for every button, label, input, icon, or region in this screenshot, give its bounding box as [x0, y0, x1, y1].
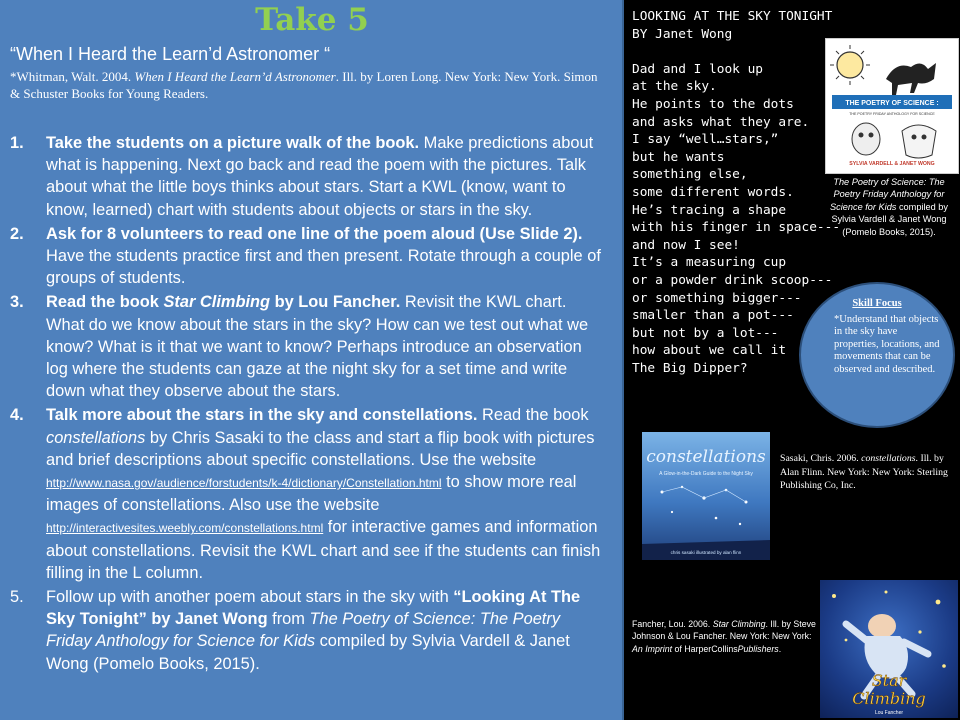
step-heading: Take the students on a picture walk of the book. — [46, 134, 420, 152]
star-climbing-cover-art — [820, 580, 958, 718]
step-text: Make predictions about what is happening. Next go back and read the poem with the pictures. Talk about what the little boys thinks about stars. Start a KWL (know, want to know, learned) chart with students about objects or stars in the sky. — [46, 134, 594, 219]
step-text: Read the book — [477, 406, 589, 425]
skill-focus-badge — [799, 282, 955, 428]
step-number: 5. — [10, 588, 24, 607]
poetry-cover-tagline: THE POETRY FRIDAY ANTHOLOGY FOR SCIENCE — [849, 112, 935, 116]
star-cover-title-2: Climbing — [852, 689, 926, 708]
caption-text: . Ill. by Steve Johnson & Lou Fancher. New York: New York: — [632, 619, 816, 642]
resources-panel — [626, 0, 960, 720]
step-heading: Read the book — [46, 293, 164, 312]
star-cover-author: Lou Fancher — [874, 710, 904, 716]
poem-line: I say “well…stars,” — [632, 132, 779, 148]
poem-line: Dad and I look up — [632, 61, 763, 77]
citation-book-title: When I Heard the Learn’d Astronomer — [134, 69, 336, 84]
poem-line: and now I see! — [632, 237, 740, 253]
caption-book-title: constellations — [861, 453, 916, 464]
caption-book-title: Star Climbing — [712, 619, 766, 629]
poem-line: or a powder drink scoop--- — [632, 272, 833, 288]
poem-line: how about we call it — [632, 343, 787, 359]
step-book-title: constellations — [46, 428, 146, 447]
poem-line: with his finger in space--- — [632, 220, 841, 236]
star-climbing-caption — [632, 618, 822, 655]
caption-text: Fancher, Lou. 2006. — [632, 619, 713, 629]
poem-line: smaller than a pot--- — [632, 308, 794, 324]
poem-line: It’s a measuring cup — [632, 255, 787, 271]
interactive-sites-link[interactable]: http://interactivesites.weebly.com/constellations.html — [46, 521, 324, 536]
step-item — [10, 223, 608, 290]
step-text: to show more real images of constellations. Also use the website — [46, 473, 577, 515]
poem-heading: LOOKING AT THE SKY TONIGHT — [632, 9, 833, 24]
step-item — [10, 132, 608, 221]
step-number: 1. — [10, 134, 24, 152]
poetry-cover-title: THE POETRY OF SCIENCE : — [845, 100, 939, 107]
constellations-cover-art — [642, 432, 770, 560]
poem-line: He points to the dots — [632, 96, 794, 112]
step-number: 3. — [10, 293, 24, 312]
step-number: 4. — [10, 406, 24, 425]
page-title: Take 5 — [255, 2, 369, 38]
caption-text: Sasaki, Chris. 2006. — [780, 453, 862, 464]
poem-line: He’s tracing a shape — [632, 202, 787, 218]
caption-text: of HarperCollins — [672, 643, 738, 654]
poem-line: but he wants — [632, 149, 725, 165]
step-book-title: Star Climbing — [163, 293, 271, 312]
caption-text: compiled by Sylvia Vardell & Janet Wong (Pomelo Books, 2015). — [831, 201, 948, 237]
poem-line: at the sky. — [632, 79, 717, 95]
step-heading-end: by Lou Fancher. — [270, 293, 401, 312]
poem-byline: BY Janet Wong — [632, 26, 733, 42]
poem-line: The Big Dipper? — [632, 360, 748, 376]
poem-line: but not by a lot--- — [632, 325, 779, 341]
caption-publisher: Publishers — [737, 643, 779, 654]
nasa-constellation-link[interactable]: http://www.nasa.gov/audience/forstudents/k-4/dictionary/Constellation.html — [46, 476, 442, 491]
poetry-cover-authors: SYLVIA VARDELL & JANET WONG — [849, 161, 935, 167]
constellations-cover-title: constellations — [646, 447, 766, 467]
poetry-of-science-caption — [820, 176, 958, 238]
constellations-caption — [780, 452, 956, 493]
constellations-cover — [642, 432, 770, 560]
poem-line: some different words. — [632, 184, 794, 200]
step-text: by Chris Sasaki to the class and start a flip book with pictures and brief descriptions about specific constellations. Use the website — [46, 428, 595, 469]
step-text: from — [267, 610, 310, 629]
step-item — [10, 586, 608, 675]
step-text: Revisit the KWL chart. What do we know about the stars in the sky? How can we test out what we know? What is it that we want to know? Perhaps introduce an observation log where the students can gaze at the night sky for a set time and write down what they observe about the stars. — [46, 293, 589, 401]
star-climbing-cover — [820, 580, 958, 718]
constellations-cover-byline: chris sasaki illustrated by alan flinn — [670, 550, 742, 555]
star-cover-title-1: Star — [871, 671, 907, 690]
poetry-of-science-cover — [825, 38, 959, 174]
lesson-steps — [10, 132, 608, 677]
caption-imprint: An Imprint — [632, 643, 673, 654]
poem-line: and asks what they are. — [632, 114, 810, 130]
caption-text: . Ill. by Alan Flinn. New York: New York: Sterling Publishing Co, Inc. — [780, 453, 948, 491]
step-text: Have the students practice first and then present. Rotate through a couple of groups of students. — [46, 247, 601, 288]
step-heading: Talk more about the stars in the sky and constellations. — [46, 406, 478, 425]
step-text: Follow up with another poem about stars in the sky with — [46, 588, 454, 607]
poem-title: “When I Heard the Learn’d Astronomer “ — [10, 44, 331, 64]
citation-author: *Whitman, Walt. 2004. — [10, 69, 135, 84]
step-text: compiled by Sylvia Vardell & Janet Wong (Pomelo Books, 2015). — [46, 632, 570, 673]
book-citation — [10, 68, 610, 102]
citation-rest: . Ill. by Loren Long. New York: New York. Simon & Schuster Books for Young Readers. — [10, 69, 598, 101]
step-heading: Ask for 8 volunteers to read one line of the poem aloud (Use Slide 2). — [46, 224, 583, 243]
step-item — [10, 404, 608, 584]
step-text: for interactive games and information about constellations. Revisit the KWL chart and see if the students can finish filling in the L column. — [46, 518, 601, 582]
poetry-cover-art — [826, 39, 958, 173]
caption-text: . — [778, 643, 782, 654]
poem-line: something else, — [632, 167, 748, 183]
step-book-title: The Poetry of Science: The Poetry Friday Anthology for Science for Kids — [46, 610, 561, 651]
caption-book-title: The Poetry of Science: The Poetry Friday Anthology for Science for Kids — [830, 177, 945, 212]
poem-line: or something bigger--- — [632, 290, 802, 306]
skill-focus-body: *Understand that objects in the sky have properties, locations, and movements that can be observed and described. — [834, 314, 940, 375]
step-heading: “Looking At The Sky Tonight” by Janet Wong — [46, 588, 581, 629]
skill-focus-title: Skill Focus — [852, 298, 902, 309]
step-item — [10, 291, 608, 402]
constellations-cover-subtitle: A Glow-in-the-Dark Guide to the Night Sky — [659, 471, 753, 477]
step-number: 2. — [10, 224, 24, 243]
